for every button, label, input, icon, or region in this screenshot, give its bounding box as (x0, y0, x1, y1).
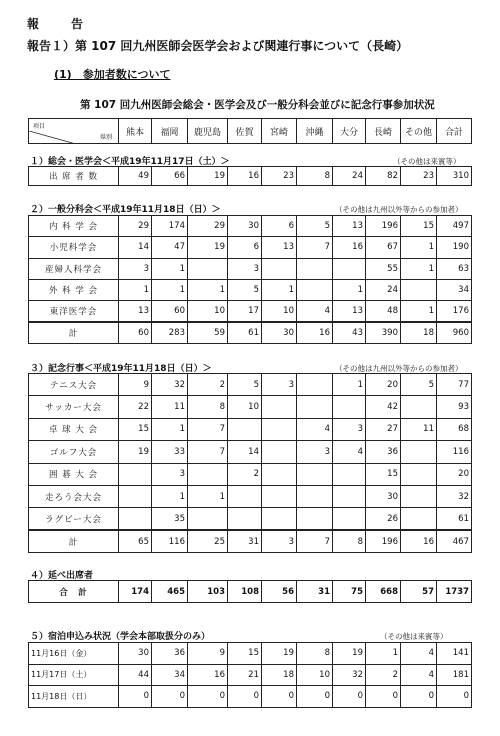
table-cell: 61 (228, 322, 262, 343)
table-cell: 30 (119, 643, 152, 665)
table-cell: 31 (228, 530, 262, 552)
table-cell: 75 (333, 581, 366, 603)
table-cell (228, 485, 262, 507)
table-cell: 2 (366, 664, 401, 686)
table-cell: 174 (152, 216, 188, 237)
table-cell: 4 (297, 418, 333, 440)
row-label: 計 (29, 322, 119, 343)
table-cell: 13 (333, 216, 366, 237)
table-cell: 48 (366, 301, 401, 322)
corner-cell (29, 119, 119, 144)
row-label: ラグビー大会 (29, 508, 119, 530)
table-cell: 1737 (437, 581, 472, 603)
table-row (29, 686, 472, 708)
table-cell: 21 (228, 664, 262, 686)
table-cell: 68 (437, 418, 472, 440)
table-cell: 65 (119, 530, 152, 552)
table-cell: 8 (333, 530, 366, 552)
table-cell: 6 (228, 237, 262, 258)
table-cell: 196 (366, 530, 401, 552)
table-cell: 36 (152, 643, 188, 665)
section5-table (28, 642, 472, 708)
table-row (29, 664, 472, 686)
table-cell: 103 (188, 581, 228, 603)
table-cell (333, 508, 366, 530)
table-cell: 5 (228, 374, 262, 396)
table-cell (188, 258, 228, 279)
table-cell: 13 (333, 301, 366, 322)
section2-note: （その他は九州以外等からの参加者） (335, 205, 463, 214)
table-cell: 7 (297, 237, 333, 258)
table-cell: 31 (297, 581, 333, 603)
table-cell: 18 (262, 664, 297, 686)
table-cell: 9 (119, 374, 152, 396)
row-label: サッカー大会 (29, 396, 119, 418)
table-cell: 10 (262, 301, 297, 322)
table-cell (262, 508, 297, 530)
table-cell: 19 (333, 643, 366, 665)
table-cell: 22 (119, 396, 152, 418)
table-cell: 24 (333, 167, 366, 186)
column-header: 長崎 (366, 119, 401, 144)
table-cell: 23 (401, 167, 437, 186)
table-cell: 42 (366, 396, 401, 418)
table-cell: 30 (262, 322, 297, 343)
column-header: 佐賀 (228, 119, 262, 144)
table-row (29, 322, 472, 343)
table-row (29, 216, 472, 237)
table-cell (333, 463, 366, 485)
table-cell: 14 (119, 237, 152, 258)
column-header: 鹿児島 (188, 119, 228, 144)
row-label: 卓 球 大 会 (29, 418, 119, 440)
table-cell (401, 441, 437, 463)
table-row (29, 581, 472, 603)
table-cell: 19 (188, 167, 228, 186)
row-label: 小児科学会 (29, 237, 119, 258)
table-cell (119, 463, 152, 485)
table-cell: 0 (152, 686, 188, 708)
table-cell: 5 (401, 374, 437, 396)
column-header-table (28, 118, 472, 144)
row-label: 計 (29, 530, 119, 552)
table-cell: 1 (401, 258, 437, 279)
table-cell: 36 (366, 441, 401, 463)
table-cell: 3 (119, 258, 152, 279)
table-cell: 196 (366, 216, 401, 237)
table-cell: 5 (228, 279, 262, 300)
table-cell (119, 508, 152, 530)
table-cell: 16 (228, 167, 262, 186)
row-label: 内 科 学 会 (29, 216, 119, 237)
column-header: 大分 (333, 119, 366, 144)
table-cell: 0 (401, 686, 437, 708)
table-cell (228, 508, 262, 530)
table-cell (401, 396, 437, 418)
table-cell: 3 (262, 530, 297, 552)
table-cell: 47 (152, 237, 188, 258)
table-cell: 5 (297, 216, 333, 237)
section5-title: ５）宿泊申込み状況（学会本部取扱分のみ） (30, 632, 211, 642)
table-row (29, 441, 472, 463)
table-cell: 465 (152, 581, 188, 603)
table-row (29, 396, 472, 418)
table-cell: 11 (152, 396, 188, 418)
table-cell: 467 (437, 530, 472, 552)
row-label: 外 科 学 会 (29, 279, 119, 300)
table-row (29, 418, 472, 440)
row-label: 合 計 (29, 581, 119, 603)
row-label: 囲 碁 大 会 (29, 463, 119, 485)
row-label: 産婦人科学会 (29, 258, 119, 279)
table-row (29, 643, 472, 665)
table-cell (262, 463, 297, 485)
table-cell: 190 (437, 237, 472, 258)
table-row (29, 463, 472, 485)
row-label: 走ろう会大会 (29, 485, 119, 507)
table-cell: 29 (188, 216, 228, 237)
table-cell: 16 (297, 322, 333, 343)
table-cell: 108 (228, 581, 262, 603)
table-row (29, 167, 472, 186)
table-cell (297, 396, 333, 418)
column-header: その他 (401, 119, 437, 144)
table-cell: 14 (228, 441, 262, 463)
table-cell: 0 (119, 686, 152, 708)
table-cell: 19 (262, 643, 297, 665)
table-cell: 29 (119, 216, 152, 237)
table-cell: 26 (366, 508, 401, 530)
table-cell: 30 (228, 216, 262, 237)
column-header: 熊本 (119, 119, 152, 144)
row-label: 出 席 者 数 (29, 167, 119, 186)
table-cell: 23 (262, 167, 297, 186)
table-cell: 0 (228, 686, 262, 708)
table-cell: 1 (152, 418, 188, 440)
table-cell (401, 279, 437, 300)
table-cell: 10 (297, 664, 333, 686)
table-cell: 7 (297, 530, 333, 552)
table-cell (262, 485, 297, 507)
table-cell: 960 (437, 322, 472, 343)
table-cell: 283 (152, 322, 188, 343)
section2-table (28, 215, 472, 344)
table-cell (228, 418, 262, 440)
table-cell: 1 (333, 374, 366, 396)
section4-title: ４）延べ出席者 (30, 571, 94, 581)
table-cell: 77 (437, 374, 472, 396)
table-cell (297, 485, 333, 507)
table-cell: 43 (333, 322, 366, 343)
table-cell (188, 508, 228, 530)
table-cell: 497 (437, 216, 472, 237)
table-cell (333, 485, 366, 507)
table-cell: 15 (228, 643, 262, 665)
table-cell: 24 (366, 279, 401, 300)
table-cell: 0 (366, 686, 401, 708)
table-cell: 116 (437, 441, 472, 463)
table-cell: 390 (366, 322, 401, 343)
row-label: ゴルフ大会 (29, 441, 119, 463)
table-cell: 34 (437, 279, 472, 300)
report-title: 報告１）第 107 回九州医師会医学会および関連行事について（長崎） (27, 39, 409, 53)
table-cell: 59 (188, 322, 228, 343)
table-cell (262, 396, 297, 418)
table-cell: 4 (401, 643, 437, 665)
table-row (29, 485, 472, 507)
table-cell: 60 (119, 322, 152, 343)
table-cell (333, 396, 366, 418)
section3-note: （その他は九州以外等からの参加者） (335, 364, 463, 373)
table-cell: 44 (119, 664, 152, 686)
table-row (29, 258, 472, 279)
table-cell: 13 (262, 237, 297, 258)
table-cell (297, 374, 333, 396)
table-cell: 93 (437, 396, 472, 418)
table-cell: 4 (401, 664, 437, 686)
row-label: 東洋医学会 (29, 301, 119, 322)
table-cell: 1 (152, 485, 188, 507)
section1-title: １）総会・医学会＜平成19年11月17日（土）＞ (30, 157, 230, 167)
table-cell: 181 (437, 664, 472, 686)
table-cell: 3 (228, 258, 262, 279)
table-cell: 9 (188, 643, 228, 665)
row-label: 11月18日（日） (29, 686, 119, 708)
table-cell: 15 (119, 418, 152, 440)
table-cell (262, 418, 297, 440)
table-cell: 4 (297, 301, 333, 322)
table-cell: 82 (366, 167, 401, 186)
table-cell: 1 (262, 279, 297, 300)
table-cell: 174 (119, 581, 152, 603)
table-cell: 3 (152, 463, 188, 485)
table-cell: 32 (333, 664, 366, 686)
table-cell: 60 (152, 301, 188, 322)
column-header: 合計 (437, 119, 472, 144)
table-cell: 55 (366, 258, 401, 279)
section3-table (28, 373, 472, 553)
table-cell (262, 258, 297, 279)
row-label: 11月16日（金） (29, 643, 119, 665)
table-cell: 19 (188, 237, 228, 258)
table-cell: 3 (262, 374, 297, 396)
table-cell: 0 (188, 686, 228, 708)
table-cell (188, 463, 228, 485)
table-row (29, 530, 472, 552)
table-cell: 32 (152, 374, 188, 396)
table-cell: 66 (152, 167, 188, 186)
table-cell: 11 (401, 418, 437, 440)
table-cell: 6 (262, 216, 297, 237)
table-cell: 10 (188, 301, 228, 322)
table-cell: 1 (366, 643, 401, 665)
row-label: テニス大会 (29, 374, 119, 396)
section4-table (28, 580, 472, 603)
table-cell: 67 (366, 237, 401, 258)
table-cell: 668 (366, 581, 401, 603)
table-cell: 176 (437, 301, 472, 322)
table-cell (297, 463, 333, 485)
table-cell: 1 (152, 258, 188, 279)
table-cell (333, 258, 366, 279)
table-cell (401, 485, 437, 507)
corner-top-label: 県別 (99, 134, 112, 141)
table-cell: 17 (228, 301, 262, 322)
table-cell: 63 (437, 258, 472, 279)
table-cell: 27 (366, 418, 401, 440)
table-cell: 33 (152, 441, 188, 463)
table-row (29, 374, 472, 396)
table-row (29, 508, 472, 530)
table-cell: 8 (188, 396, 228, 418)
table-cell: 1 (401, 237, 437, 258)
section-subtitle: (1) 参加者数について (54, 68, 171, 81)
table-cell: 32 (437, 485, 472, 507)
table-cell: 7 (188, 441, 228, 463)
table-cell (297, 258, 333, 279)
table-cell: 61 (437, 508, 472, 530)
table-cell: 15 (401, 216, 437, 237)
table-cell: 1 (401, 301, 437, 322)
table-cell (401, 508, 437, 530)
column-header: 宮崎 (262, 119, 297, 144)
table-cell: 18 (401, 322, 437, 343)
table-cell: 1 (188, 485, 228, 507)
report-heading: 報 告 (27, 17, 94, 31)
section5-note: （その他は来賓等） (380, 632, 448, 641)
row-label: 11月17日（土） (29, 664, 119, 686)
table-cell: 13 (119, 301, 152, 322)
section1-table (28, 166, 472, 186)
section2-title: ２）一般分科会＜平成19年11月18日（日）＞ (30, 205, 221, 215)
table-cell (119, 485, 152, 507)
table-cell (297, 508, 333, 530)
table-cell: 34 (152, 664, 188, 686)
table-cell: 16 (401, 530, 437, 552)
column-header: 沖縄 (297, 119, 333, 144)
table-cell: 20 (437, 463, 472, 485)
table-cell: 0 (297, 686, 333, 708)
table-caption: 第 107 回九州医師会総会・医学会及び一般分科会並びに記念行事参加状況 (80, 99, 435, 111)
table-cell: 49 (119, 167, 152, 186)
table-cell: 3 (297, 441, 333, 463)
table-cell: 0 (437, 686, 472, 708)
table-cell: 10 (228, 396, 262, 418)
table-cell: 2 (188, 374, 228, 396)
table-cell: 1 (152, 279, 188, 300)
table-cell: 8 (297, 643, 333, 665)
corner-bottom-label: 項目 (33, 123, 46, 130)
table-cell (262, 441, 297, 463)
table-row (29, 279, 472, 300)
table-cell: 30 (366, 485, 401, 507)
table-cell: 3 (333, 418, 366, 440)
table-cell: 15 (366, 463, 401, 485)
table-row (29, 237, 472, 258)
table-cell: 116 (152, 530, 188, 552)
section1-note: （その他は来賓等） (393, 157, 461, 166)
table-cell: 2 (228, 463, 262, 485)
section3-title: ３）記念行事＜平成19年11月18日（日）＞ (30, 364, 212, 374)
table-cell: 141 (437, 643, 472, 665)
table-cell: 0 (333, 686, 366, 708)
table-cell: 1 (333, 279, 366, 300)
table-cell (297, 279, 333, 300)
table-cell: 20 (366, 374, 401, 396)
table-cell: 310 (437, 167, 472, 186)
table-cell: 16 (188, 664, 228, 686)
table-cell: 1 (119, 279, 152, 300)
table-cell: 0 (262, 686, 297, 708)
table-cell: 1 (188, 279, 228, 300)
column-header: 福岡 (152, 119, 188, 144)
table-cell: 19 (119, 441, 152, 463)
table-cell: 16 (333, 237, 366, 258)
table-cell: 7 (188, 418, 228, 440)
table-cell: 56 (262, 581, 297, 603)
table-cell: 25 (188, 530, 228, 552)
table-cell: 35 (152, 508, 188, 530)
table-cell (401, 463, 437, 485)
table-cell: 57 (401, 581, 437, 603)
table-row (29, 301, 472, 322)
table-cell: 8 (297, 167, 333, 186)
table-cell: 4 (333, 441, 366, 463)
